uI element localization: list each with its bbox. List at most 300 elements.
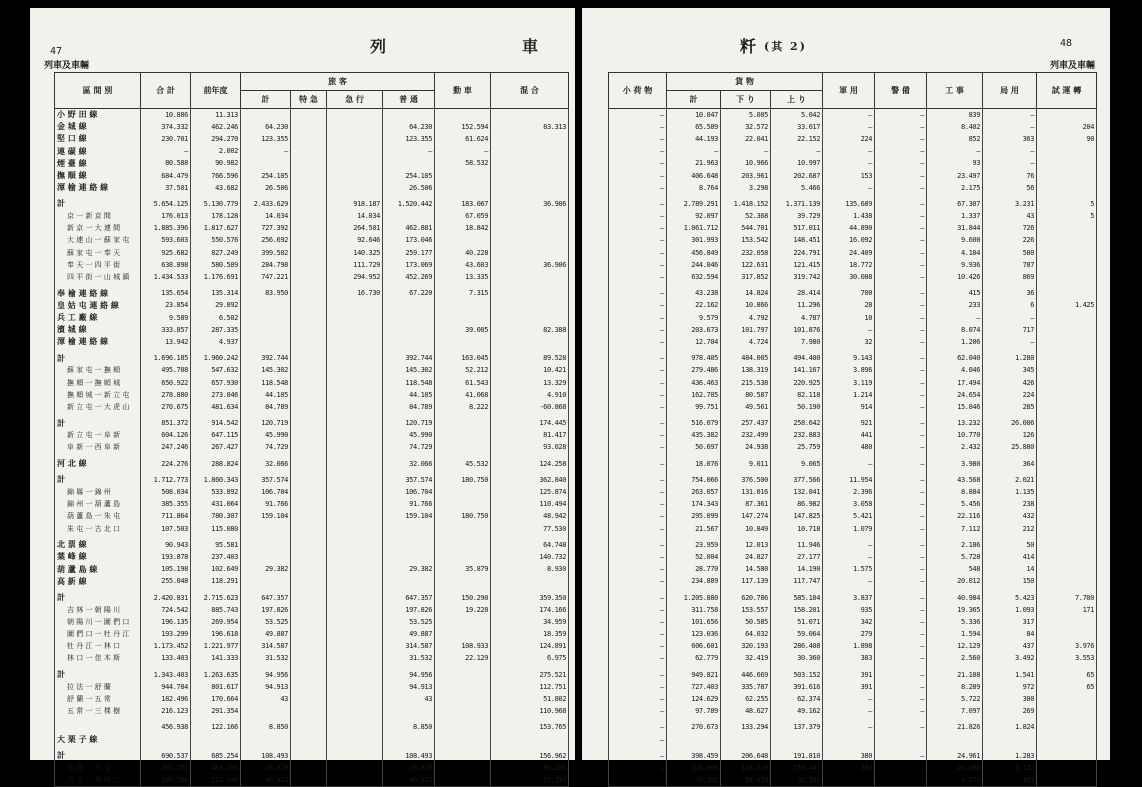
table-cell xyxy=(383,734,435,746)
table-cell xyxy=(1037,182,1097,194)
table-cell: 14.580 xyxy=(721,563,771,575)
table-cell: 1.176.691 xyxy=(191,271,241,283)
table-cell: 4.910 xyxy=(491,389,569,401)
table-cell: 93 xyxy=(927,157,983,169)
table-cell: 25.759 xyxy=(771,441,823,453)
table-cell xyxy=(1037,417,1097,429)
table-cell: 36.906 xyxy=(491,259,569,271)
table-cell: 7.980 xyxy=(771,336,823,348)
table-cell: — xyxy=(609,312,667,324)
table-cell: 91.766 xyxy=(241,498,291,510)
table-cell: 4.104 xyxy=(927,247,983,259)
table-row xyxy=(55,234,569,246)
table-cell xyxy=(1037,705,1097,717)
table-row xyxy=(55,401,569,413)
table-cell xyxy=(327,352,383,364)
table-row xyxy=(609,539,1097,551)
table-cell: 359.350 xyxy=(491,591,569,603)
col-construction: 工 事 xyxy=(927,73,983,109)
table-cell: 203.961 xyxy=(721,169,771,181)
table-cell xyxy=(721,734,771,746)
table-cell: 31.532 xyxy=(383,652,435,664)
table-cell: 28.770 xyxy=(667,563,721,575)
table-cell xyxy=(291,604,327,616)
table-cell: 15.846 xyxy=(927,401,983,413)
table-cell: — xyxy=(609,539,667,551)
table-cell xyxy=(327,324,383,336)
table-cell: — xyxy=(609,604,667,616)
table-cell: 40.228 xyxy=(435,247,491,259)
table-cell: 94.913 xyxy=(241,681,291,693)
table-cell: 59.670 xyxy=(241,762,291,774)
table-cell: — xyxy=(721,145,771,157)
table-cell: 122.166 xyxy=(191,721,241,733)
table-cell: 3.058 xyxy=(823,498,875,510)
table-cell: 138.319 xyxy=(721,364,771,376)
table-cell: 111.729 xyxy=(327,259,383,271)
table-cell: 82.388 xyxy=(491,324,569,336)
table-cell: — xyxy=(875,210,927,222)
table-cell: — xyxy=(609,429,667,441)
table-cell xyxy=(291,498,327,510)
table-cell xyxy=(327,721,383,733)
table-cell xyxy=(291,734,327,746)
table-row xyxy=(55,762,569,774)
table-cell: 93.225 xyxy=(491,762,569,774)
table-cell: 925.682 xyxy=(141,247,191,259)
table-cell: — xyxy=(609,551,667,563)
table-cell: — xyxy=(875,721,927,733)
table-row xyxy=(55,271,569,283)
table-cell xyxy=(383,109,435,121)
left-page xyxy=(30,8,575,784)
table-row xyxy=(609,458,1097,470)
table-cell xyxy=(435,616,491,628)
table-cell: — xyxy=(609,486,667,498)
table-cell: — xyxy=(609,401,667,413)
row-label: 計 xyxy=(55,352,141,364)
table-cell: — xyxy=(609,417,667,429)
table-cell xyxy=(291,669,327,681)
table-row xyxy=(55,693,569,705)
table-cell: 311.758 xyxy=(667,604,721,616)
table-cell: 1.343.403 xyxy=(141,669,191,681)
table-cell: 32 xyxy=(823,336,875,348)
table-cell: 244.046 xyxy=(667,259,721,271)
table-cell: 2.420.831 xyxy=(141,591,191,603)
table-row xyxy=(55,324,569,336)
table-cell: 125.874 xyxy=(491,486,569,498)
table-cell: 32.066 xyxy=(383,458,435,470)
table-cell: 150.290 xyxy=(435,591,491,603)
table-cell xyxy=(1037,575,1097,587)
table-cell: 43 xyxy=(241,693,291,705)
table-cell: 49.887 xyxy=(383,628,435,640)
table-cell: 150 xyxy=(983,575,1037,587)
table-cell xyxy=(291,652,327,664)
table-cell: 174.445 xyxy=(491,417,569,429)
table-cell: — xyxy=(983,121,1037,133)
table-row xyxy=(609,401,1097,413)
table-cell: — xyxy=(771,145,823,157)
table-cell: — xyxy=(823,721,875,733)
table-cell: 124.629 xyxy=(667,693,721,705)
table-cell xyxy=(291,169,327,181)
table-cell: 108.493 xyxy=(383,750,435,762)
table-cell: 257.437 xyxy=(721,417,771,429)
table-cell: 173.069 xyxy=(383,259,435,271)
table-cell: — xyxy=(875,312,927,324)
table-cell: 446.669 xyxy=(721,669,771,681)
table-row xyxy=(55,640,569,652)
col-express-special: 特 急 xyxy=(291,91,327,109)
table-cell: 294.952 xyxy=(327,271,383,283)
table-cell: — xyxy=(609,575,667,587)
table-cell: 112.751 xyxy=(491,681,569,693)
table-cell: — xyxy=(823,324,875,336)
table-cell: — xyxy=(609,376,667,388)
table-cell: 580.509 xyxy=(191,259,241,271)
table-cell: 29.382 xyxy=(383,563,435,575)
table-cell: 183.067 xyxy=(435,198,491,210)
table-cell xyxy=(435,486,491,498)
table-cell: 3.119 xyxy=(823,376,875,388)
table-cell: 159.104 xyxy=(383,510,435,522)
table-cell: 399.502 xyxy=(241,247,291,259)
row-label: 圖 們 口 一 牡 丹 江 xyxy=(55,628,141,640)
table-cell: 1.263.635 xyxy=(191,669,241,681)
row-label: 煙 臺 線 xyxy=(55,157,141,169)
table-cell: — xyxy=(875,109,927,121)
table-cell: — xyxy=(875,652,927,664)
table-cell xyxy=(291,401,327,413)
table-cell: 8.850 xyxy=(241,721,291,733)
table-cell: 1.575 xyxy=(823,563,875,575)
table-cell xyxy=(327,376,383,388)
table-cell xyxy=(435,551,491,563)
table-cell: 392.744 xyxy=(241,352,291,364)
table-row xyxy=(609,222,1097,234)
col-trial: 試 運 轉 xyxy=(1037,73,1097,109)
table-row xyxy=(55,563,569,575)
table-cell: 7.112 xyxy=(927,523,983,535)
table-cell: 10.997 xyxy=(771,157,823,169)
table-cell: 226 xyxy=(983,234,1037,246)
table-row xyxy=(55,510,569,522)
table-cell xyxy=(291,352,327,364)
table-cell: 1.371.139 xyxy=(771,198,823,210)
table-cell: 342 xyxy=(823,616,875,628)
table-cell: 5.005 xyxy=(721,109,771,121)
table-cell: 43.238 xyxy=(667,287,721,299)
table-cell: 7.315 xyxy=(435,287,491,299)
table-cell xyxy=(1037,259,1097,271)
table-cell: 102.649 xyxy=(191,563,241,575)
table-cell: 463.106 xyxy=(191,762,241,774)
table-cell xyxy=(1037,352,1097,364)
table-cell: — xyxy=(609,762,667,774)
row-label: 舒 蘭 一 五 常 xyxy=(55,693,141,705)
table-cell xyxy=(491,575,569,587)
table-cell: 264.501 xyxy=(327,222,383,234)
table-cell xyxy=(435,441,491,453)
col-mixed: 混 合 xyxy=(491,73,569,109)
table-cell: 132.041 xyxy=(771,486,823,498)
table-row xyxy=(55,376,569,388)
table-cell xyxy=(383,575,435,587)
table-cell: 122.631 xyxy=(721,259,771,271)
table-cell: 2.021 xyxy=(983,474,1037,486)
table-cell: 81.417 xyxy=(491,429,569,441)
table-cell xyxy=(875,734,927,746)
table-row xyxy=(609,510,1097,522)
table-cell: 9.579 xyxy=(667,312,721,324)
table-cell: 191.810 xyxy=(771,750,823,762)
table-cell xyxy=(1037,324,1097,336)
table-cell xyxy=(491,271,569,283)
table-cell xyxy=(1037,287,1097,299)
table-cell: 14.034 xyxy=(241,210,291,222)
table-cell: 6 xyxy=(983,299,1037,311)
table-cell: 232.883 xyxy=(771,429,823,441)
table-cell: 23.854 xyxy=(141,299,191,311)
table-cell: 84 xyxy=(983,628,1037,640)
table-cell: 3.980 xyxy=(927,458,983,470)
table-cell xyxy=(291,109,327,121)
table-cell: 14 xyxy=(983,563,1037,575)
table-cell: — xyxy=(609,145,667,157)
table-cell: 224 xyxy=(983,389,1037,401)
table-cell: — xyxy=(609,510,667,522)
table-row xyxy=(609,336,1097,348)
table-cell: 117.139 xyxy=(721,575,771,587)
table-row xyxy=(609,498,1097,510)
table-row xyxy=(609,133,1097,145)
table-cell: 76 xyxy=(983,169,1037,181)
table-row xyxy=(609,429,1097,441)
table-cell xyxy=(435,312,491,324)
table-cell: 106.704 xyxy=(241,486,291,498)
table-cell: 62.040 xyxy=(927,352,983,364)
table-cell: 1.214 xyxy=(823,389,875,401)
table-row xyxy=(55,681,569,693)
table-cell: 533.892 xyxy=(191,486,241,498)
table-cell: 357.574 xyxy=(383,474,435,486)
table-cell: 53.525 xyxy=(383,616,435,628)
table-cell: 14.034 xyxy=(327,210,383,222)
table-row xyxy=(609,616,1097,628)
table-cell: 717 xyxy=(983,324,1037,336)
table-cell xyxy=(291,222,327,234)
col-up: 上 り xyxy=(771,91,823,109)
table-cell: 291.354 xyxy=(191,705,241,717)
table-cell: 317.852 xyxy=(721,271,771,283)
table-cell xyxy=(141,734,191,746)
table-cell: — xyxy=(609,628,667,640)
table-cell xyxy=(491,336,569,348)
table-row xyxy=(55,247,569,259)
table-cell: — xyxy=(609,441,667,453)
table-cell: — xyxy=(609,364,667,376)
table-cell: — xyxy=(875,376,927,388)
table-cell: 197.826 xyxy=(383,604,435,616)
table-row xyxy=(55,133,569,145)
table-cell xyxy=(435,539,491,551)
table-row xyxy=(55,429,569,441)
table-row xyxy=(55,705,569,717)
table-cell: 61.624 xyxy=(435,133,491,145)
table-cell xyxy=(1037,401,1097,413)
table-cell: 20.688 xyxy=(927,762,983,774)
table-cell xyxy=(291,591,327,603)
table-cell xyxy=(1037,441,1097,453)
table-cell xyxy=(241,705,291,717)
table-row xyxy=(609,774,1097,786)
table-row xyxy=(609,734,1097,746)
table-cell: 107.503 xyxy=(141,523,191,535)
table-cell: 456.849 xyxy=(667,247,721,259)
table-cell xyxy=(491,287,569,299)
table-row xyxy=(55,336,569,348)
table-row xyxy=(55,523,569,535)
table-cell: 97.789 xyxy=(667,705,721,717)
table-cell: 550.576 xyxy=(191,234,241,246)
table-cell: 156.962 xyxy=(491,750,569,762)
row-label: 計 xyxy=(55,591,141,603)
table-cell: — xyxy=(823,145,875,157)
table-cell xyxy=(327,591,383,603)
table-cell xyxy=(241,299,291,311)
table-cell: 5.423 xyxy=(983,591,1037,603)
table-cell xyxy=(1037,247,1097,259)
table-row xyxy=(55,312,569,324)
table-cell xyxy=(327,417,383,429)
table-cell: 20.012 xyxy=(927,575,983,587)
table-cell xyxy=(291,693,327,705)
table-cell: 5 xyxy=(1037,198,1097,210)
row-label: 北 票 線 xyxy=(55,539,141,551)
table-cell: — xyxy=(875,287,927,299)
table-cell: 178.128 xyxy=(191,210,241,222)
table-cell: 13.335 xyxy=(435,271,491,283)
table-cell: 22.041 xyxy=(721,133,771,145)
table-cell: 11.946 xyxy=(771,539,823,551)
table-cell: — xyxy=(823,705,875,717)
table-row xyxy=(609,750,1097,762)
table-row xyxy=(609,551,1097,563)
table-cell: 159.104 xyxy=(241,510,291,522)
table-cell xyxy=(1037,750,1097,762)
table-cell: 187.386 xyxy=(141,774,191,786)
table-cell: 263.057 xyxy=(667,486,721,498)
table-cell: 267.427 xyxy=(191,441,241,453)
table-cell xyxy=(327,604,383,616)
table-cell: 19.228 xyxy=(435,604,491,616)
table-cell xyxy=(291,389,327,401)
table-cell: 1.283 xyxy=(983,750,1037,762)
table-cell: — xyxy=(983,157,1037,169)
table-cell: — xyxy=(983,109,1037,121)
table-cell: 39.729 xyxy=(771,210,823,222)
table-cell: — xyxy=(875,705,927,717)
table-cell: 593.603 xyxy=(141,234,191,246)
table-cell: — xyxy=(609,458,667,470)
table-cell xyxy=(241,336,291,348)
table-cell: 65.589 xyxy=(667,121,721,133)
table-cell xyxy=(1037,474,1097,486)
table-cell: — xyxy=(875,299,927,311)
table-row xyxy=(55,652,569,664)
table-cell: 37.501 xyxy=(141,182,191,194)
table-cell: — xyxy=(609,498,667,510)
table-cell: 851.372 xyxy=(141,417,191,429)
table-cell: 6.502 xyxy=(191,312,241,324)
table-cell: 8.074 xyxy=(927,324,983,336)
table-cell: — xyxy=(875,198,927,210)
table-cell: 21.826 xyxy=(927,721,983,733)
table-cell: 385.355 xyxy=(141,498,191,510)
table-row xyxy=(609,575,1097,587)
table-cell xyxy=(291,551,327,563)
table-cell: — xyxy=(875,669,927,681)
table-cell: 1.337 xyxy=(927,210,983,222)
table-cell: 9.065 xyxy=(771,458,823,470)
col-total: 合 計 xyxy=(141,73,191,109)
table-cell: 275.521 xyxy=(491,669,569,681)
table-row xyxy=(55,750,569,762)
row-label: 計 xyxy=(55,198,141,210)
table-cell: 1.206 xyxy=(927,336,983,348)
col-military: 軍 用 xyxy=(823,73,875,109)
table-cell xyxy=(327,575,383,587)
table-cell xyxy=(291,441,327,453)
col-freight-motor: 動 車 xyxy=(435,73,491,109)
table-cell: 647.357 xyxy=(241,591,291,603)
table-cell: 34.959 xyxy=(491,616,569,628)
row-label: 奉 褕 連 絡 線 xyxy=(55,287,141,299)
table-cell: 288.824 xyxy=(191,458,241,470)
table-cell xyxy=(291,510,327,522)
table-cell xyxy=(491,210,569,222)
table-row xyxy=(609,441,1097,453)
table-cell: 247.246 xyxy=(141,441,191,453)
table-cell: 131.016 xyxy=(721,486,771,498)
table-cell: 508.034 xyxy=(141,486,191,498)
table-cell: 685.254 xyxy=(191,750,241,762)
row-label xyxy=(55,721,141,733)
table-cell: 481.634 xyxy=(191,401,241,413)
table-cell: 4.046 xyxy=(927,364,983,376)
row-label: 蘇 家 屯 一 奉 天 xyxy=(55,247,141,259)
table-cell: 726 xyxy=(983,222,1037,234)
table-cell: 193.299 xyxy=(141,628,191,640)
table-cell: 233 xyxy=(927,299,983,311)
table-cell: 17.494 xyxy=(927,376,983,388)
table-cell: 224.791 xyxy=(771,247,823,259)
table-cell xyxy=(327,429,383,441)
table-cell: — xyxy=(875,429,927,441)
table-cell: 1.696.185 xyxy=(141,352,191,364)
table-cell: 62.779 xyxy=(667,652,721,664)
table-cell: 5.654.125 xyxy=(141,198,191,210)
table-cell: 22.152 xyxy=(771,133,823,145)
table-cell: 7.700 xyxy=(1037,591,1097,603)
table-cell: — xyxy=(875,474,927,486)
table-cell: 1.079 xyxy=(823,523,875,535)
table-cell: 108.933 xyxy=(435,640,491,652)
table-cell xyxy=(241,324,291,336)
table-cell: 944.784 xyxy=(141,681,191,693)
